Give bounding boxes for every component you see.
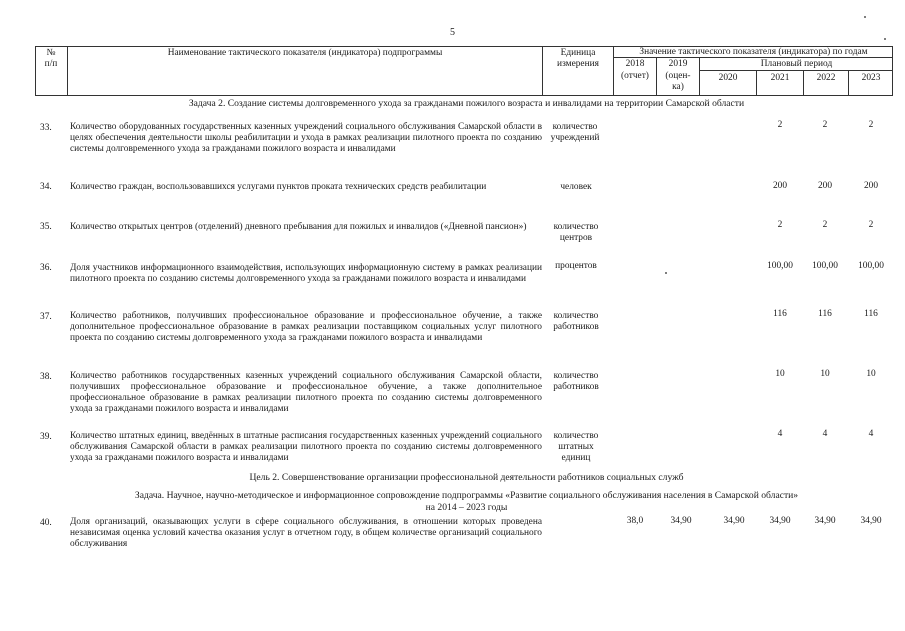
table-header (35, 46, 893, 96)
header-indicator-name: Наименование тактического показателя (индикатора) подпрограммы (167, 48, 443, 58)
header-year-2019: 2019 (668, 59, 688, 69)
header-year-2022: 2022 (816, 73, 836, 83)
value-2021: 34,90 (769, 516, 791, 526)
value-2022: 200 (817, 181, 833, 191)
indicator-name: Количество оборудованных государственных казенных учреждений социального обслуживания Самарской области в целях обеспечения деятельности школы реабилитации и ухода в рамках реализации пилотного проекта по созданию системы долговременного ухода за гражданами пожилого возраста и инвалидами (70, 122, 542, 154)
indicator-name: Количество штатных единиц, введённых в штатные расписания государственных казенных учреждений социального обслуживания Самарской области в рамках реализации пилотного проекта по созданию системы долговременного ухода за гражданами пожилого возраста и инвалидами (70, 431, 542, 463)
value-2021: 4 (777, 429, 783, 439)
value-2023: 34,90 (860, 516, 882, 526)
indicator-unit: количество учреждений (550, 122, 600, 143)
value-2023: 4 (868, 429, 874, 439)
header-planning-period: Плановый период (760, 59, 833, 69)
value-2022: 4 (822, 429, 828, 439)
header-values: Значение тактического показателя (индикатора) по годам (639, 47, 868, 57)
page-number: 5 (450, 27, 455, 38)
scan-speck (665, 272, 667, 274)
indicator-name: Количество работников, получивших профессиональное образование и профессиональное обучение, а также дополнительное профессиональное образование в рамках реализации поставщиком социальных услуг пилотного проекта по созданию системы долговременного ухода за гражданами пожилого возраста и инвалидами (70, 311, 542, 343)
header-year-2020: 2020 (718, 73, 738, 83)
value-2021: 2 (777, 120, 783, 130)
indicator-name: Доля участников информационного взаимодействия, использующих информационную систему в рамках реализации пилотного проекта по созданию системы долговременного ухода за гражданами пожилого возраста и инвалидами (70, 263, 542, 284)
task-title: Задача. Научное, научно-методическое и информационное сопровождение подпрограммы «Развитие социального обслуживания населения в Самарской области» (134, 490, 799, 501)
value-2019: 34,90 (670, 516, 692, 526)
indicator-unit: количество работников (553, 371, 599, 392)
indicator-name: Доля организаций, оказывающих услуги в сфере социального обслуживания, в отношении которых проведена независимая оценка условий качества оказания услуг в отчетном году, в общем количестве организаций социального обслуживания (70, 517, 542, 549)
header-unit-1: Единица (560, 48, 596, 58)
row-number: 36. (40, 263, 52, 273)
value-2021: 200 (772, 181, 788, 191)
header-year-2018-note: (отчет) (621, 71, 649, 81)
header-year-2019-note-2: ка) (672, 82, 684, 92)
scan-speck (864, 16, 866, 18)
value-2023: 2 (868, 220, 874, 230)
goal2-title: Цель 2. Совершенствование организации профессиональной деятельности работников социальных служб (249, 472, 684, 483)
value-2021: 116 (773, 309, 787, 319)
header-year-2021: 2021 (770, 73, 790, 83)
row-number: 37. (40, 312, 52, 322)
indicator-unit: количество работников (553, 311, 599, 332)
indicator-unit: количество штатных единиц (553, 431, 599, 463)
row-number: 35. (40, 222, 52, 232)
header-divider (699, 70, 893, 71)
header-year-2018: 2018 (625, 59, 645, 69)
value-2022: 2 (822, 120, 828, 130)
value-2022: 2 (822, 220, 828, 230)
header-num-1: № (46, 48, 56, 58)
indicator-unit: процентов (555, 261, 597, 271)
value-2018: 38,0 (626, 516, 644, 526)
value-2023: 100,00 (858, 261, 884, 271)
value-2023: 2 (868, 120, 874, 130)
header-num-2: п/п (44, 59, 58, 69)
row-number: 40. (40, 518, 52, 528)
row-number: 38. (40, 372, 52, 382)
task-title-years: на 2014 – 2023 годы (425, 502, 508, 513)
value-2022: 34,90 (814, 516, 836, 526)
task2-title: Задача 2. Создание системы долговременного ухода за гражданами пожилого возраста и инвалидами на территории Самарской области (188, 98, 745, 109)
value-2021: 10 (775, 369, 785, 379)
row-number: 39. (40, 432, 52, 442)
row-number: 34. (40, 182, 52, 192)
value-2022: 10 (820, 369, 830, 379)
value-2022: 100,00 (812, 261, 838, 271)
indicator-unit: человек (560, 182, 592, 192)
value-2023: 116 (864, 309, 878, 319)
indicator-name: Количество работников государственных казенных учреждений социального обслуживания Самарской области, получивших профессиональное образование и профессиональное обучение, а также дополнительное профессиональное образование в рамках реализации пилотного проекта по созданию системы долговременного ухода за гражданами пожилого возраста и инвалидами (70, 371, 542, 414)
scan-speck (884, 38, 886, 40)
value-2021: 100,00 (767, 261, 793, 271)
value-2020: 34,90 (723, 516, 745, 526)
indicator-unit: количество центров (553, 222, 599, 243)
indicator-name: Количество открытых центров (отделений) дневного пребывания для пожилых и инвалидов («Дневной пансион») (70, 222, 527, 232)
value-2022: 116 (818, 309, 832, 319)
header-year-2023: 2023 (861, 73, 881, 83)
row-number: 33. (40, 123, 52, 133)
value-2021: 2 (777, 220, 783, 230)
header-unit-2: измерения (557, 59, 599, 69)
value-2023: 200 (863, 181, 879, 191)
indicator-name: Количество граждан, воспользовавшихся услугами пунктов проката технических средств реабилитации (70, 182, 487, 192)
header-year-2019-note-1: (оцен- (665, 71, 691, 81)
value-2023: 10 (866, 369, 876, 379)
